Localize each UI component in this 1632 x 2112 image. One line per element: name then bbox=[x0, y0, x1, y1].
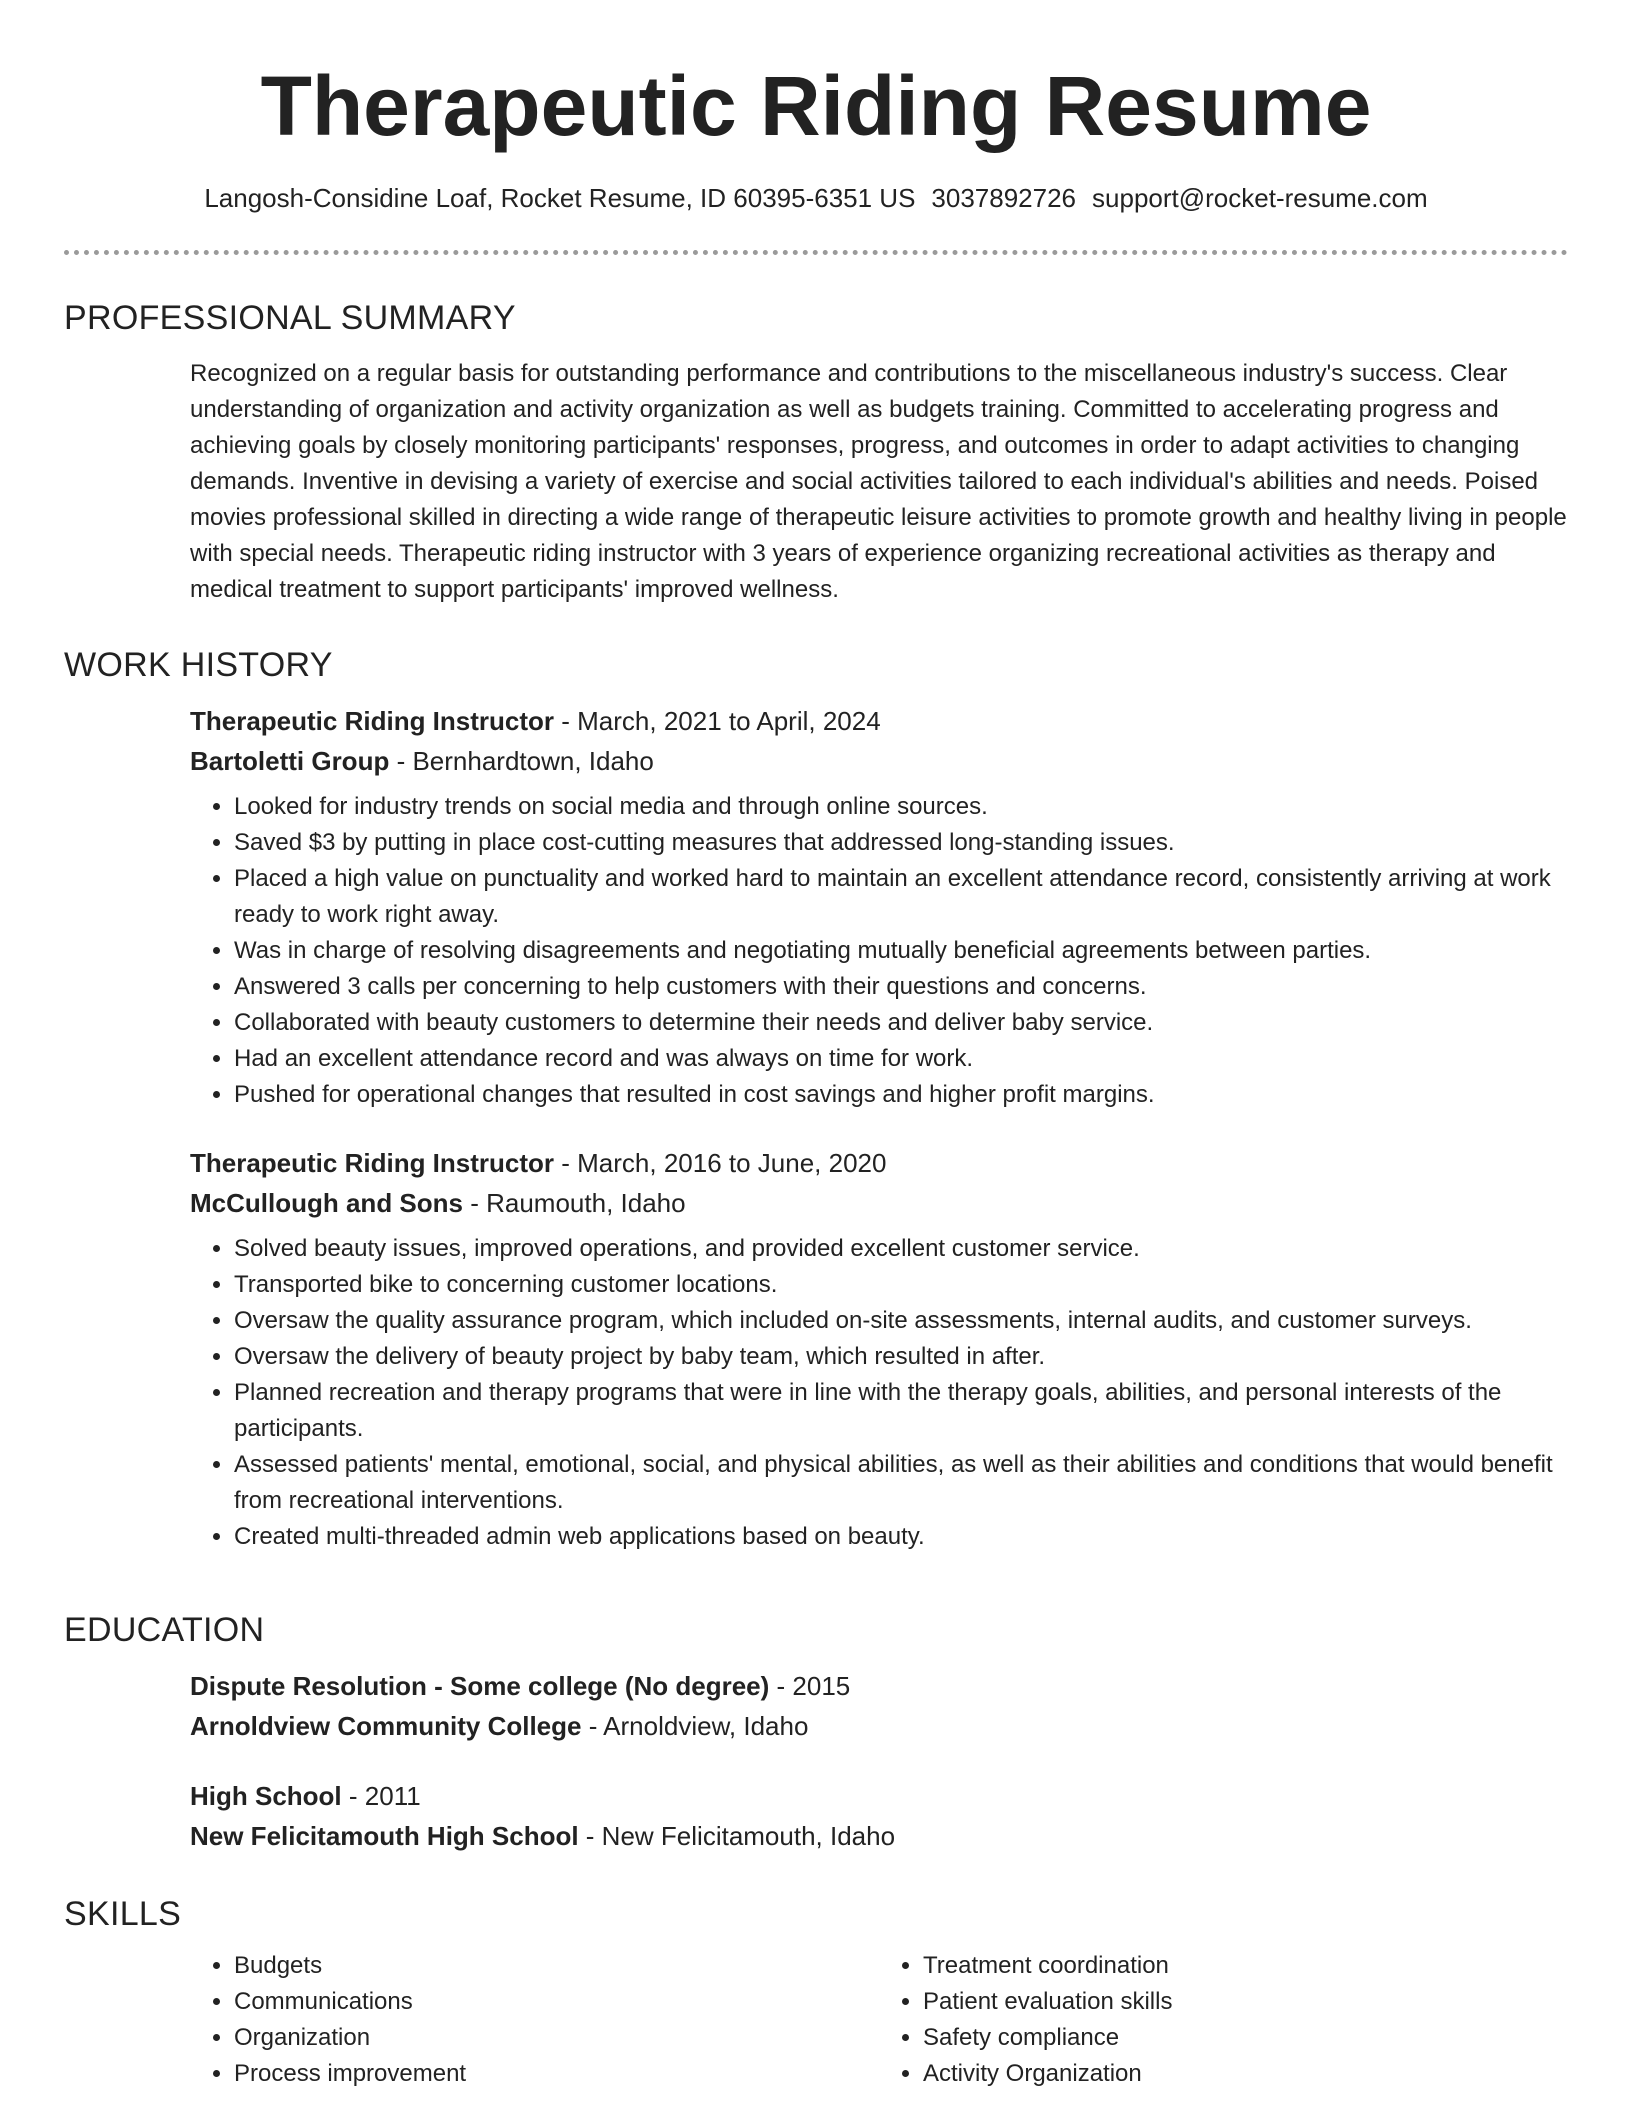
education-school-line bbox=[190, 1816, 1568, 1856]
contact-address: Langosh-Considine Loaf, Rocket Resume, ID 60395-6351 US bbox=[204, 183, 916, 213]
list-item: • Created multi-threaded admin web applications based on beauty. bbox=[234, 1519, 1568, 1555]
resume-title: Therapeutic Riding Resume bbox=[260, 59, 1372, 153]
summary-text: Recognized on a regular basis for outstanding performance and contributions to the miscellaneous industry's success. Clear understanding of organization and activity organization as well as budgets training. Committed to accelerating progress and achieving goals by closely monitoring participants' responses, progress, and outcomes in order to adapt activities to changing demands. Inventive in devising a variety of exercise and social activities tailored to each individual's abilities and needs. Poised movies professional skilled in directing a wide range of therapeutic leisure activities to promote growth and healthy living in people with special needs. Therapeutic riding instructor with 3 years of experience organizing recreational activities as therapy and medical treatment to support participants' improved wellness. bbox=[190, 360, 1567, 603]
skill-item: • Safety compliance bbox=[923, 2020, 1568, 2056]
job-bullet-list bbox=[190, 1231, 1568, 1555]
list-item: • Assessed patients' mental, emotional, social, and physical abilities, as well as their abilities and conditions that would benefit from recreational interventions. bbox=[234, 1447, 1568, 1519]
list-item: • Pushed for operational changes that resulted in cost savings and higher profit margins. bbox=[234, 1077, 1568, 1113]
education-year: - 2011 bbox=[341, 1781, 421, 1811]
list-item: • Planned recreation and therapy programs that were in line with the therapy goals, abilities, and personal interests of the participants. bbox=[234, 1375, 1568, 1447]
list-item: • Answered 3 calls per concerning to help customers with their questions and concerns. bbox=[234, 969, 1568, 1005]
education-entry bbox=[190, 1776, 1568, 1856]
job-entry bbox=[190, 1143, 1568, 1555]
work-history-section bbox=[64, 643, 1568, 1555]
list-item: • Had an excellent attendance record and was always on time for work. bbox=[234, 1041, 1568, 1077]
education-degree-line bbox=[190, 1776, 1568, 1816]
skill-item: • Budgets bbox=[234, 1948, 879, 1984]
job-company: McCullough and Sons bbox=[190, 1188, 463, 1218]
job-dates: - March, 2016 to June, 2020 bbox=[554, 1148, 887, 1178]
job-location: - Raumouth, Idaho bbox=[463, 1188, 686, 1218]
list-item: • Solved beauty issues, improved operations, and provided excellent customer service. bbox=[234, 1231, 1568, 1267]
list-item: • Oversaw the delivery of beauty project by baby team, which resulted in after. bbox=[234, 1339, 1568, 1375]
education-school-line bbox=[190, 1706, 1568, 1746]
education-entry bbox=[190, 1666, 1568, 1746]
job-dates: - March, 2021 to April, 2024 bbox=[554, 706, 881, 736]
education-school: Arnoldview Community College bbox=[190, 1711, 582, 1741]
list-item: • Was in charge of resolving disagreements and negotiating mutually beneficial agreements between parties. bbox=[234, 933, 1568, 969]
education-location: - New Felicitamouth, Idaho bbox=[578, 1821, 896, 1851]
education-heading: EDUCATION bbox=[64, 1611, 265, 1649]
skill-item: • Communications bbox=[234, 1984, 879, 2020]
summary-heading: PROFESSIONAL SUMMARY bbox=[64, 299, 516, 337]
job-entry bbox=[190, 701, 1568, 1113]
skills-list-right bbox=[879, 1948, 1568, 2092]
summary-section bbox=[64, 296, 1568, 608]
job-company-line bbox=[190, 741, 1568, 781]
job-title: Therapeutic Riding Instructor bbox=[190, 1148, 555, 1178]
skill-item: • Patient evaluation skills bbox=[923, 1984, 1568, 2020]
skill-item: • Activity Organization bbox=[923, 2056, 1568, 2092]
job-bullet-list bbox=[190, 789, 1568, 1113]
skill-item: • Process improvement bbox=[234, 2056, 879, 2092]
contact-phone: 3037892726 bbox=[931, 183, 1077, 213]
contact-line bbox=[189, 180, 1443, 216]
education-degree: Dispute Resolution - Some college (No degree) bbox=[190, 1671, 770, 1701]
skills-section bbox=[64, 1892, 1568, 2092]
job-title-line bbox=[190, 1143, 1568, 1183]
education-school: New Felicitamouth High School bbox=[190, 1821, 579, 1851]
education-section bbox=[64, 1608, 1568, 1856]
job-company: Bartoletti Group bbox=[190, 746, 390, 776]
education-year: - 2015 bbox=[769, 1671, 851, 1701]
list-item: • Collaborated with beauty customers to determine their needs and deliver baby service. bbox=[234, 1005, 1568, 1041]
job-title: Therapeutic Riding Instructor bbox=[190, 706, 555, 736]
list-item: • Oversaw the quality assurance program, which included on-site assessments, internal audits, and customer surveys. bbox=[234, 1303, 1568, 1339]
header-divider bbox=[64, 250, 1568, 255]
list-item: • Looked for industry trends on social media and through online sources. bbox=[234, 789, 1568, 825]
skills-list-left bbox=[190, 1948, 879, 2092]
work-history-heading: WORK HISTORY bbox=[64, 646, 333, 684]
job-company-line bbox=[190, 1183, 1568, 1223]
list-item: • Placed a high value on punctuality and worked hard to maintain an excellent attendance record, consistently arriving at work ready to work right away. bbox=[234, 861, 1568, 933]
list-item: • Saved $3 by putting in place cost-cutting measures that addressed long-standing issues. bbox=[234, 825, 1568, 861]
skills-heading: SKILLS bbox=[64, 1895, 182, 1933]
skill-item: • Treatment coordination bbox=[923, 1948, 1568, 1984]
skill-item: • Organization bbox=[234, 2020, 879, 2056]
education-degree: High School bbox=[190, 1781, 342, 1811]
list-item: • Transported bike to concerning customer locations. bbox=[234, 1267, 1568, 1303]
skills-grid bbox=[190, 1948, 1568, 2092]
education-degree-line bbox=[190, 1666, 1568, 1706]
contact-email: support@rocket-resume.com bbox=[1092, 183, 1428, 213]
job-title-line bbox=[190, 701, 1568, 741]
job-location: - Bernhardtown, Idaho bbox=[389, 746, 654, 776]
education-location: - Arnoldview, Idaho bbox=[581, 1711, 809, 1741]
